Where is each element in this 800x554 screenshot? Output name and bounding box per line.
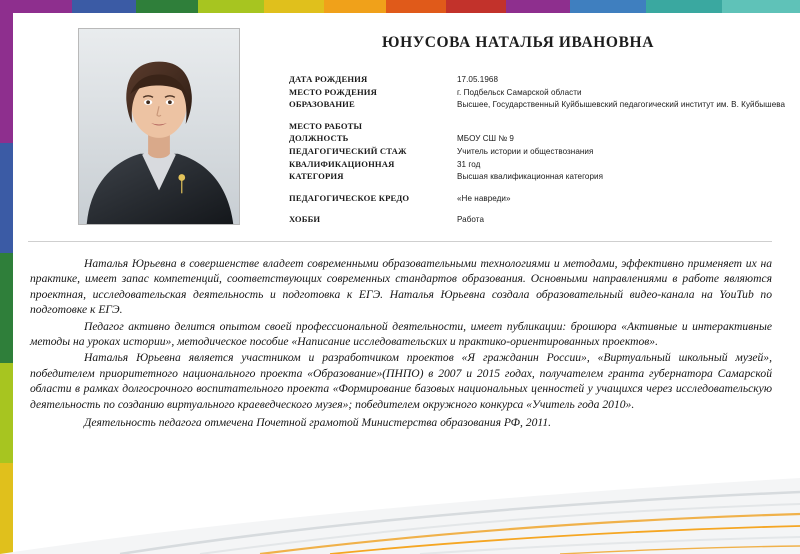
table-row <box>289 146 789 159</box>
leftbar-segment <box>0 463 13 554</box>
table-row <box>289 99 789 112</box>
info-label: ПЕДАГОГИЧЕСКОЕ КРЕДО <box>289 192 410 203</box>
ribbon-segment <box>198 0 264 13</box>
info-value: Учитель истории и обществознания <box>457 146 594 156</box>
table-spacer <box>289 184 789 193</box>
table-row <box>289 133 789 146</box>
table-row <box>289 87 789 100</box>
paragraph: Наталья Юрьевна в совершенстве владеет современными образовательными технологиями и методами, эффективно применяет их на практике, имеет запас компетенций, соответствующих современных стандартов образования. Основными направлениями в работе являются проектная, исследовательская деятельность и подготовка к ЕГЭ. Наталья Юрьевна создала образовательный видео-канала на YouTub по подготовке к ЕГЭ. <box>30 257 772 317</box>
portrait-photo <box>78 28 240 225</box>
info-label: КВАЛИФИКАЦИОННАЯ <box>289 158 395 169</box>
info-label: ДОЛЖНОСТЬ <box>289 133 349 144</box>
body-text <box>30 256 772 431</box>
ribbon-segment <box>646 0 722 13</box>
info-table-grid <box>289 74 789 227</box>
paragraph: Педагог активно делится опытом своей профессиональной деятельности, имеет публикации: брошюра «Активные и интерактивные методы на уроках истории», методическое пособие «Написание исследовательских и практико-ориентированных проектов». <box>30 319 772 349</box>
ribbon-segment <box>136 0 198 13</box>
info-value: Высшая квалификационная категория <box>457 172 604 182</box>
info-label: МЕСТО РОЖДЕНИЯ <box>289 86 377 97</box>
info-label: ПЕДАГОГИЧЕСКИЙ СТАЖ <box>289 145 407 156</box>
info-value: Высшее, Государственный Куйбышевский педагогический институт им. В. Куйбышева <box>457 100 786 110</box>
info-value <box>457 121 789 134</box>
info-value: 17.05.1968 <box>457 75 499 84</box>
leftbar-segment <box>0 363 13 463</box>
portrait-photo-graphic <box>79 29 239 224</box>
info-value: МБОУ СШ № 9 <box>457 134 514 144</box>
info-label: КАТЕГОРИЯ <box>289 171 344 182</box>
table-row <box>289 214 789 227</box>
info-label: ДАТА РОЖДЕНИЯ <box>289 74 368 84</box>
ribbon-segment <box>570 0 646 13</box>
table-row <box>289 193 789 206</box>
info-label: ХОББИ <box>289 214 321 225</box>
top-color-ribbon <box>0 0 800 13</box>
table-row <box>289 74 789 87</box>
ribbon-segment <box>72 0 136 13</box>
info-label: МЕСТО РАБОТЫ <box>289 120 363 131</box>
ribbon-segment <box>386 0 446 13</box>
page-title: ЮНУСОВА НАТАЛЬЯ ИВАНОВНА <box>382 34 654 51</box>
paragraph: Наталья Юрьевна является участником и разработчиком проектов «Я гражданин России», «Виртуальный школьный музей», победителем приоритетного национального проекта «Образование»(ПНПО) в 2007 и 2015 годах, получателем гранта губернатора Самарской области в рамках долгосрочного воспитательного проекта «Формирование базовых национальных ценностей у учащихся через исследовательскую деятельность по созданию виртуального краеведческого музея»; победителем окружного конкурса «Учитель года 2010». <box>30 351 772 411</box>
section-divider <box>28 241 772 242</box>
left-color-bar <box>0 0 13 554</box>
leftbar-segment <box>0 0 13 13</box>
decorative-swoosh <box>0 434 800 554</box>
paragraph: Деятельность педагога отмечена Почетной грамотой Министерства образования РФ, 2011. <box>84 416 552 430</box>
table-spacer <box>289 112 789 121</box>
info-value: 31 год <box>457 159 481 169</box>
table-row <box>289 159 789 172</box>
ribbon-segment <box>446 0 506 13</box>
ribbon-segment <box>722 0 800 13</box>
ribbon-segment <box>506 0 570 13</box>
leftbar-segment <box>0 143 13 253</box>
leftbar-segment <box>0 253 13 363</box>
leftbar-segment <box>0 13 13 143</box>
info-value: Работа <box>457 215 485 225</box>
ribbon-segment <box>324 0 386 13</box>
table-row <box>289 171 789 184</box>
table-spacer <box>289 205 789 214</box>
ribbon-segment <box>264 0 324 13</box>
info-table <box>289 74 789 227</box>
info-value: г. Подбельск Самарской области <box>457 87 582 97</box>
info-value: «Не навреди» <box>457 193 511 203</box>
table-row <box>289 121 789 134</box>
info-label: ОБРАЗОВАНИЕ <box>289 99 355 110</box>
